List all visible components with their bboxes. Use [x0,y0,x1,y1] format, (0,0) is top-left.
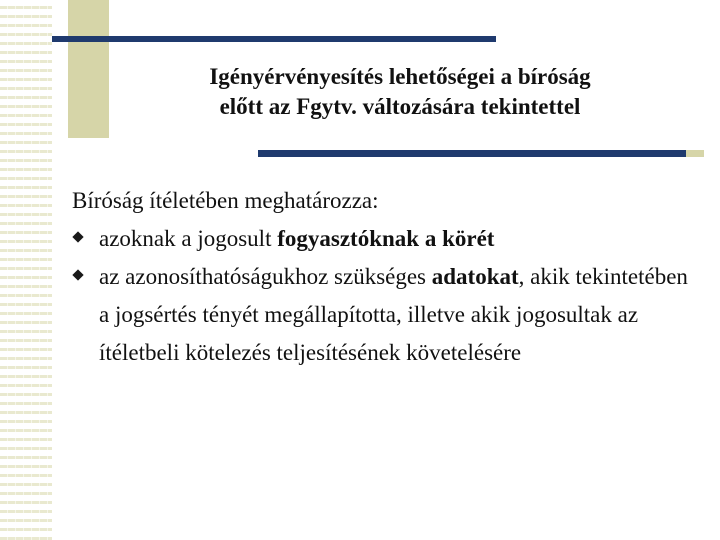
bullet-item-1 [72,220,702,258]
lead-text: Bíróság ítéletében meghatározza: [72,188,379,213]
diamond-bullet-icon [72,269,83,280]
slide-title [120,62,680,122]
striped-left-border [0,0,52,540]
bullet-1-text: azoknak a jogosult [99,226,278,251]
slide-body [72,182,702,372]
title-rule-top [52,36,496,42]
bullet-item-2 [72,258,702,372]
diamond-bullet-icon [72,231,83,242]
title-line-2: előtt az Fgytv. változására tekintettel [219,94,581,119]
bullet-2-bold: adatokat [431,264,519,289]
title-rule-bottom [258,150,686,157]
title-line-1: Igényérvényesítés lehetőségei a bíróság [209,64,591,89]
bullet-2-text: az azonosíthatóságukhoz szükséges [99,264,432,289]
tan-accent-block [68,0,109,138]
bullet-2-after: , akik tekintetében a jogsértés tényét megállapította, illetve akik jogosultak az ítéletbeli kötelezés teljesítésének követelésére [99,264,688,365]
bullet-1-bold: fogyasztóknak a körét [277,226,495,251]
title-rule-bottom-accent [686,150,704,157]
